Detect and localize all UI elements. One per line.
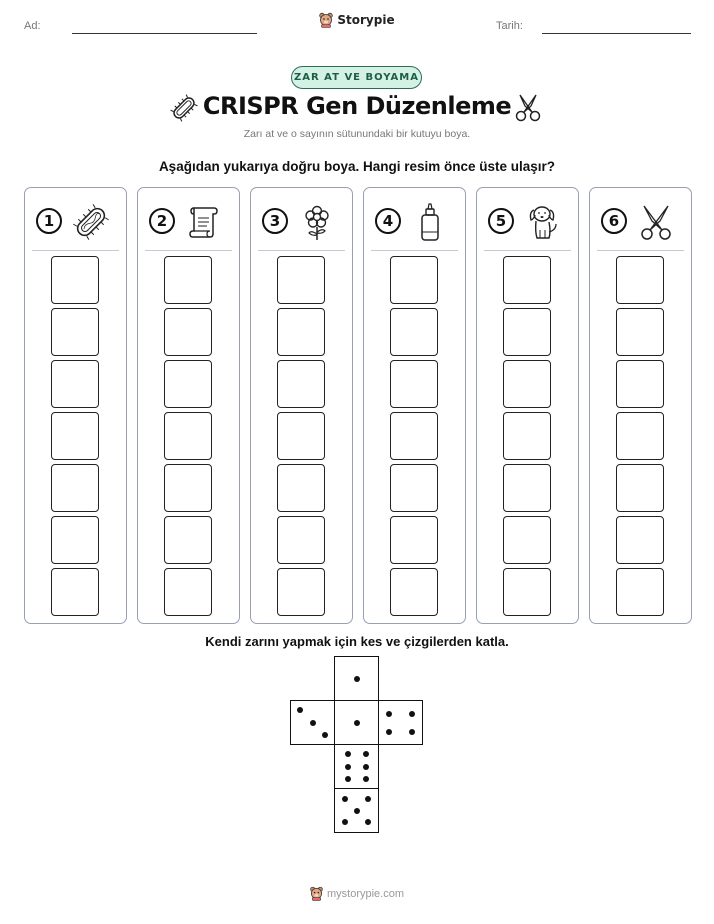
die-pip (363, 751, 369, 757)
color-box[interactable] (503, 308, 551, 356)
column-6 (589, 187, 692, 624)
name-line (72, 33, 257, 34)
brand-logo (0, 12, 714, 28)
die-pip (365, 796, 371, 802)
column-number: 1 (36, 208, 62, 234)
die-face (290, 700, 335, 745)
puppy-icon (523, 202, 563, 242)
color-box[interactable] (390, 308, 438, 356)
color-box[interactable] (164, 308, 212, 356)
activity-badge: ZAR AT VE BOYAMA (291, 66, 422, 89)
column-3 (250, 187, 353, 624)
color-box[interactable] (277, 568, 325, 616)
column-divider (258, 250, 345, 251)
column-number: 5 (488, 208, 514, 234)
column-number: 3 (262, 208, 288, 234)
bacteria-icon (71, 202, 111, 242)
color-box[interactable] (390, 464, 438, 512)
die-pip (386, 729, 392, 735)
color-box[interactable] (277, 412, 325, 460)
die-face (334, 656, 379, 701)
color-box[interactable] (616, 568, 664, 616)
die-pip (363, 776, 369, 782)
glue-bottle-icon (410, 202, 450, 242)
color-box[interactable] (390, 412, 438, 460)
column-number: 4 (375, 208, 401, 234)
column-divider (484, 250, 571, 251)
subtitle: Zarı at ve o sayının sütunundaki bir kutuyu boya. (243, 128, 471, 140)
column-1 (24, 187, 127, 624)
color-box[interactable] (51, 464, 99, 512)
name-label: Ad: (24, 20, 41, 32)
color-box[interactable] (164, 464, 212, 512)
color-box[interactable] (390, 568, 438, 616)
flower-icon (297, 202, 337, 242)
cut-instruction: Kendi zarını yapmak için kes ve çizgilerden katla. (205, 634, 509, 649)
die-pip (409, 729, 415, 735)
die-face (334, 700, 379, 745)
page-title: CRISPR Gen Düzenleme (202, 92, 512, 120)
color-box[interactable] (277, 256, 325, 304)
brand-name: Storypie (337, 13, 395, 27)
die-pip (363, 764, 369, 770)
color-box[interactable] (503, 256, 551, 304)
die-pip (345, 751, 351, 757)
die-pip (322, 732, 328, 738)
color-box[interactable] (616, 412, 664, 460)
column-divider (597, 250, 684, 251)
die-pip (342, 819, 348, 825)
date-label: Tarih: (496, 20, 523, 32)
die-pip (365, 819, 371, 825)
color-box[interactable] (164, 568, 212, 616)
column-2 (137, 187, 240, 624)
color-box[interactable] (616, 256, 664, 304)
die-pip (342, 796, 348, 802)
die-pip (345, 776, 351, 782)
die-pip (386, 711, 392, 717)
die-face (334, 744, 379, 789)
color-box[interactable] (503, 412, 551, 460)
footer-url: mystorypie.com (326, 887, 405, 900)
color-box[interactable] (503, 464, 551, 512)
column-divider (371, 250, 458, 251)
column-number: 2 (149, 208, 175, 234)
die-pip (354, 720, 360, 726)
column-5 (476, 187, 579, 624)
die-pip (409, 711, 415, 717)
die-pip (354, 676, 360, 682)
column-number: 6 (601, 208, 627, 234)
die-pip (345, 764, 351, 770)
die-face (334, 788, 379, 833)
column-divider (145, 250, 232, 251)
color-box[interactable] (51, 412, 99, 460)
die-face (378, 700, 423, 745)
color-box[interactable] (277, 308, 325, 356)
color-box[interactable] (616, 308, 664, 356)
color-box[interactable] (164, 256, 212, 304)
column-divider (32, 250, 119, 251)
color-box[interactable] (51, 568, 99, 616)
color-box[interactable] (277, 360, 325, 408)
color-box[interactable] (503, 516, 551, 564)
color-box[interactable] (51, 256, 99, 304)
color-box[interactable] (277, 516, 325, 564)
color-box[interactable] (390, 516, 438, 564)
footer (0, 886, 714, 901)
bear-logo-icon (319, 12, 333, 28)
die-pip (354, 808, 360, 814)
color-box[interactable] (616, 360, 664, 408)
color-box[interactable] (51, 308, 99, 356)
instruction: Aşağıdan yukarıya doğru boya. Hangi resim önce üste ulaşır? (158, 159, 556, 174)
color-box[interactable] (164, 360, 212, 408)
color-box[interactable] (390, 360, 438, 408)
die-pip (297, 707, 303, 713)
color-box[interactable] (51, 516, 99, 564)
date-line (542, 33, 691, 34)
color-box[interactable] (616, 464, 664, 512)
scroll-icon (184, 202, 224, 242)
column-4 (363, 187, 466, 624)
bear-logo-icon (310, 886, 323, 901)
color-box[interactable] (51, 360, 99, 408)
color-box[interactable] (616, 516, 664, 564)
color-box[interactable] (503, 360, 551, 408)
scissors-icon (636, 202, 676, 242)
color-box[interactable] (277, 464, 325, 512)
color-box[interactable] (503, 568, 551, 616)
scissors-icon (514, 92, 542, 122)
color-box[interactable] (390, 256, 438, 304)
die-pip (310, 720, 316, 726)
color-box[interactable] (164, 412, 212, 460)
color-box[interactable] (164, 516, 212, 564)
